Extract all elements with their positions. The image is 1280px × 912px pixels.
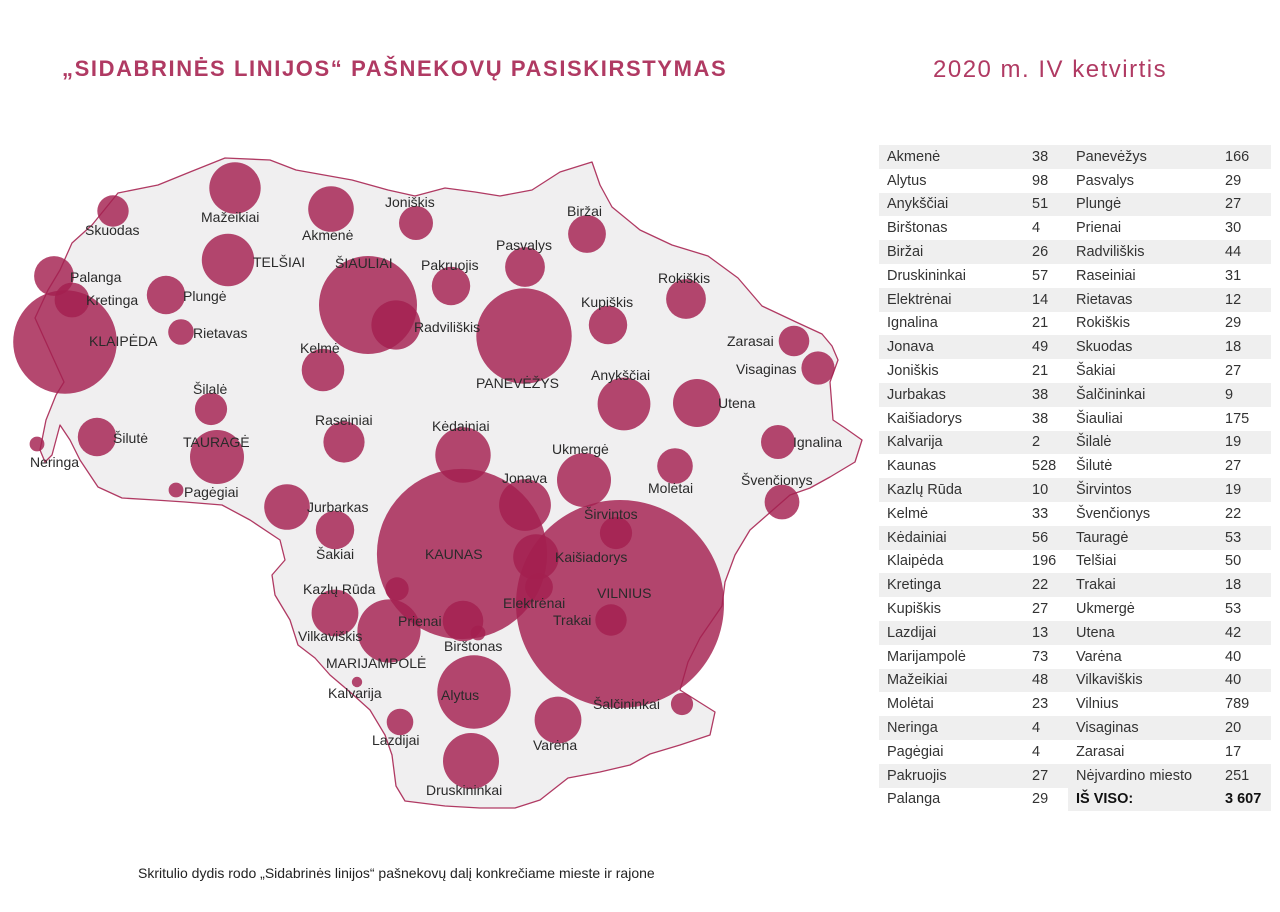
row-value: 175 <box>1217 407 1271 431</box>
table-row <box>1068 645 1271 669</box>
map-label-ukmergė: Ukmergė <box>552 441 609 457</box>
row-name: Alytus <box>879 169 1024 193</box>
row-value: 73 <box>1024 645 1070 669</box>
bubble-anykščiai <box>598 378 651 431</box>
bubble-jonava <box>499 479 551 531</box>
bubble-panevėžys <box>476 288 571 383</box>
map-label-mažeikiai: Mažeikiai <box>201 209 260 225</box>
table-row <box>1068 502 1271 526</box>
map-label-zarasai: Zarasai <box>727 333 774 349</box>
row-name: Raseiniai <box>1068 264 1217 288</box>
map-label-šakiai: Šakiai <box>316 546 355 562</box>
page-title: „SIDABRINĖS LINIJOS“ PAŠNEKOVŲ PASISKIRSTYMAS <box>62 56 728 81</box>
map-label-kupiškis: Kupiškis <box>581 294 634 310</box>
total-label: IŠ VISO: <box>1068 788 1217 812</box>
row-name: Radviliškis <box>1068 240 1217 264</box>
row-name: Birštonas <box>879 216 1024 240</box>
table-row <box>1068 431 1271 455</box>
row-name: Neringa <box>879 716 1024 740</box>
bubble-molėtai <box>657 448 693 484</box>
row-value: 26 <box>1024 240 1070 264</box>
row-value: 29 <box>1217 169 1271 193</box>
row-name: Visaginas <box>1068 716 1217 740</box>
row-value: 40 <box>1217 645 1271 669</box>
map-label-biržai: Biržai <box>567 203 603 219</box>
table-row <box>879 740 1070 764</box>
bubble-rietavas <box>168 319 194 345</box>
map-label-druskininkai: Druskininkai <box>426 782 503 798</box>
bubble-ignalina <box>761 425 795 459</box>
table-row <box>1068 550 1271 574</box>
row-value: 23 <box>1024 692 1070 716</box>
row-name: Trakai <box>1068 573 1217 597</box>
map-label-pasvalys: Pasvalys <box>496 237 553 253</box>
bubble-druskininkai <box>443 733 499 789</box>
map-label-skuodas: Skuodas <box>85 222 140 238</box>
bubble-mažeikiai <box>209 162 260 213</box>
row-value: 98 <box>1024 169 1070 193</box>
map-label-kaišiadorys: Kaišiadorys <box>555 549 628 565</box>
map-label-ignalina: Ignalina <box>793 434 843 450</box>
map-label-trakai: Trakai <box>553 612 592 628</box>
map-label-vilkaviškis: Vilkaviškis <box>298 628 363 644</box>
row-value: 14 <box>1024 288 1070 312</box>
row-name: Vilnius <box>1068 692 1217 716</box>
total-value: 3 607 <box>1217 788 1271 812</box>
map-label-marijampolė: MARIJAMPOLĖ <box>326 655 427 671</box>
map-label-jonava: Jonava <box>502 470 548 486</box>
table-row <box>879 288 1070 312</box>
row-value: 4 <box>1024 740 1070 764</box>
row-name: Mažeikiai <box>879 669 1024 693</box>
map-label-molėtai: Molėtai <box>648 480 694 496</box>
table-row <box>879 526 1070 550</box>
table-row <box>879 502 1070 526</box>
bubble-trakai <box>595 604 626 635</box>
table-row <box>879 407 1070 431</box>
row-name: Rietavas <box>1068 288 1217 312</box>
map-label-kaunas: KAUNAS <box>425 546 483 562</box>
map-label-kretinga: Kretinga <box>86 292 139 308</box>
table-row <box>879 669 1070 693</box>
map-label-kazlų rūda: Kazlų Rūda <box>303 581 376 597</box>
table-row <box>879 193 1070 217</box>
bubble-šakiai <box>316 511 354 549</box>
row-name: Elektrėnai <box>879 288 1024 312</box>
table-row <box>879 550 1070 574</box>
table-row <box>1068 216 1271 240</box>
table-row <box>1068 359 1271 383</box>
row-name: Ukmergė <box>1068 597 1217 621</box>
row-value: 53 <box>1217 597 1271 621</box>
row-name: Šiauliai <box>1068 407 1217 431</box>
map-label-alytus: Alytus <box>441 687 480 703</box>
table-row <box>879 716 1070 740</box>
row-value: 29 <box>1024 788 1070 812</box>
table-row <box>1068 145 1271 169</box>
table-row <box>1068 407 1271 431</box>
map-label-kėdainiai: Kėdainiai <box>432 418 490 434</box>
map-label-klaipėda: KLAIPĖDA <box>89 333 158 349</box>
row-name: Nėjvardino miesto <box>1068 764 1217 788</box>
row-name: Pasvalys <box>1068 169 1217 193</box>
map-label-tauragė: TAURAGĖ <box>183 434 250 450</box>
table-row <box>1068 240 1271 264</box>
row-value: 27 <box>1217 454 1271 478</box>
map-label-visaginas: Visaginas <box>736 361 797 377</box>
bubble-kėdainiai <box>435 427 490 482</box>
row-value: 22 <box>1217 502 1271 526</box>
row-name: Anykščiai <box>879 193 1024 217</box>
row-value: 21 <box>1024 312 1070 336</box>
row-name: Kazlų Rūda <box>879 478 1024 502</box>
row-value: 17 <box>1217 740 1271 764</box>
bubble-neringa <box>30 437 45 452</box>
row-name: Zarasai <box>1068 740 1217 764</box>
table-row <box>1068 716 1271 740</box>
map-label-plungė: Plungė <box>183 288 227 304</box>
bubble-joniškis <box>399 206 433 240</box>
map-label-radviliškis: Radviliškis <box>414 319 481 335</box>
row-value: 57 <box>1024 264 1070 288</box>
row-name: Kretinga <box>879 573 1024 597</box>
map-label-lazdijai: Lazdijai <box>372 732 420 748</box>
map-label-anykščiai: Anykščiai <box>591 367 651 383</box>
bubble-telšiai <box>202 234 254 286</box>
row-value: 27 <box>1024 597 1070 621</box>
bubble-biržai <box>568 215 606 253</box>
map-label-akmenė: Akmenė <box>302 227 354 243</box>
table-row <box>1068 621 1271 645</box>
bubble-akmenė <box>308 186 354 232</box>
table-row <box>1068 454 1271 478</box>
table-row <box>879 240 1070 264</box>
row-name: Plungė <box>1068 193 1217 217</box>
map-label-neringa: Neringa <box>30 454 80 470</box>
row-value: 2 <box>1024 431 1070 455</box>
row-value: 19 <box>1217 478 1271 502</box>
row-value: 22 <box>1024 573 1070 597</box>
row-name: Kaunas <box>879 454 1024 478</box>
table-row <box>1068 526 1271 550</box>
map-label-pagėgiai: Pagėgiai <box>184 484 239 500</box>
table-row <box>1068 383 1271 407</box>
table-row <box>1068 669 1271 693</box>
table-row <box>1068 312 1271 336</box>
row-value: 789 <box>1217 692 1271 716</box>
table-row <box>879 788 1070 812</box>
row-name: Klaipėda <box>879 550 1024 574</box>
map-label-telšiai: TELŠIAI <box>253 254 306 270</box>
counts-table-left <box>879 145 1070 811</box>
row-name: Jonava <box>879 335 1024 359</box>
row-value: 33 <box>1024 502 1070 526</box>
bubble-jurbarkas <box>264 484 310 530</box>
footnote: Skritulio dydis rodo „Sidabrinės linijos“ pašnekovų dalį konkrečiame mieste ir rajone <box>138 865 655 881</box>
bubble-plungė <box>147 276 185 314</box>
bubble-kazlų rūda <box>385 577 408 600</box>
map-label-palanga: Palanga <box>70 269 122 285</box>
row-name: Kelmė <box>879 502 1024 526</box>
table-row <box>879 216 1070 240</box>
row-name: Tauragė <box>1068 526 1217 550</box>
row-value: 38 <box>1024 145 1070 169</box>
row-value: 10 <box>1024 478 1070 502</box>
table-row <box>1068 740 1271 764</box>
row-value: 12 <box>1217 288 1271 312</box>
row-value: 42 <box>1217 621 1271 645</box>
row-name: Jurbakas <box>879 383 1024 407</box>
map-label-rokiškis: Rokiškis <box>658 270 711 286</box>
map-label-prienai: Prienai <box>398 613 442 629</box>
row-name: Panevėžys <box>1068 145 1217 169</box>
row-value: 30 <box>1217 216 1271 240</box>
map-label-elektrėnai: Elektrėnai <box>503 595 566 611</box>
row-value: 53 <box>1217 526 1271 550</box>
row-name: Utena <box>1068 621 1217 645</box>
bubble-ukmergė <box>557 453 611 507</box>
table-row <box>1068 169 1271 193</box>
row-value: 56 <box>1024 526 1070 550</box>
row-name: Palanga <box>879 788 1024 812</box>
row-value: 13 <box>1024 621 1070 645</box>
map-label-šilalė: Šilalė <box>193 381 228 397</box>
row-value: 44 <box>1217 240 1271 264</box>
row-name: Šalčininkai <box>1068 383 1217 407</box>
table-row <box>879 383 1070 407</box>
row-name: Širvintos <box>1068 478 1217 502</box>
table-row <box>1068 335 1271 359</box>
row-value: 19 <box>1217 431 1271 455</box>
table-row <box>1068 478 1271 502</box>
row-value: 38 <box>1024 407 1070 431</box>
map-label-švenčionys: Švenčionys <box>741 472 813 488</box>
table-row <box>879 454 1070 478</box>
row-value: 49 <box>1024 335 1070 359</box>
bubble-šilalė <box>195 393 227 425</box>
bubble-šalčininkai <box>671 693 693 715</box>
table-row <box>879 573 1070 597</box>
table-row <box>879 431 1070 455</box>
row-name: Marijampolė <box>879 645 1024 669</box>
total-row <box>1068 788 1271 812</box>
map-label-širvintos: Širvintos <box>584 506 638 522</box>
bubble-kupiškis <box>589 306 627 344</box>
row-name: Vilkaviškis <box>1068 669 1217 693</box>
row-name: Varėna <box>1068 645 1217 669</box>
row-name: Biržai <box>879 240 1024 264</box>
map-label-vilnius: VILNIUS <box>597 585 652 601</box>
row-name: Kalvarija <box>879 431 1024 455</box>
row-value: 9 <box>1217 383 1271 407</box>
row-name: Ignalina <box>879 312 1024 336</box>
row-name: Druskininkai <box>879 264 1024 288</box>
map-label-šalčininkai: Šalčininkai <box>593 696 660 712</box>
row-name: Švenčionys <box>1068 502 1217 526</box>
bubble-zarasai <box>779 326 810 357</box>
row-value: 50 <box>1217 550 1271 574</box>
table-row <box>1068 764 1271 788</box>
map-label-šilutė: Šilutė <box>113 430 149 446</box>
bubble-visaginas <box>801 351 834 384</box>
table-row <box>879 169 1070 193</box>
table-row <box>879 621 1070 645</box>
row-name: Akmenė <box>879 145 1024 169</box>
row-value: 4 <box>1024 716 1070 740</box>
row-name: Prienai <box>1068 216 1217 240</box>
row-value: 18 <box>1217 335 1271 359</box>
map-label-varėna: Varėna <box>533 737 578 753</box>
table-row <box>879 764 1070 788</box>
table-row <box>879 597 1070 621</box>
table-row <box>1068 573 1271 597</box>
row-name: Šakiai <box>1068 359 1217 383</box>
table-row <box>1068 264 1271 288</box>
table-row <box>1068 288 1271 312</box>
row-name: Molėtai <box>879 692 1024 716</box>
table-row <box>879 335 1070 359</box>
map-label-birštonas: Birštonas <box>444 638 503 654</box>
map-label-rietavas: Rietavas <box>193 325 248 341</box>
row-name: Joniškis <box>879 359 1024 383</box>
map-label-raseiniai: Raseiniai <box>315 412 373 428</box>
row-value: 40 <box>1217 669 1271 693</box>
row-name: Skuodas <box>1068 335 1217 359</box>
bubble-kretinga <box>55 283 90 318</box>
row-name: Pagėgiai <box>879 740 1024 764</box>
table-row <box>879 312 1070 336</box>
map-label-kalvarija: Kalvarija <box>328 685 382 701</box>
row-value: 27 <box>1024 764 1070 788</box>
row-value: 38 <box>1024 383 1070 407</box>
row-name: Telšiai <box>1068 550 1217 574</box>
row-name: Kėdainiai <box>879 526 1024 550</box>
table-row <box>879 478 1070 502</box>
table-row <box>879 145 1070 169</box>
map-label-pakruojis: Pakruojis <box>421 257 479 273</box>
map-label-joniškis: Joniškis <box>385 194 435 210</box>
bubble-marijampolė <box>357 599 420 662</box>
table-row <box>1068 597 1271 621</box>
row-value: 196 <box>1024 550 1070 574</box>
row-value: 51 <box>1024 193 1070 217</box>
row-name: Kupiškis <box>879 597 1024 621</box>
map-label-utena: Utena <box>718 395 756 411</box>
row-value: 27 <box>1217 193 1271 217</box>
bubble-švenčionys <box>765 485 800 520</box>
bubble-kaišiadorys <box>513 534 559 580</box>
table-row <box>879 359 1070 383</box>
row-name: Kaišiadorys <box>879 407 1024 431</box>
map-label-jurbarkas: Jurbarkas <box>307 499 369 515</box>
counts-table-right <box>1068 145 1271 811</box>
row-name: Pakruojis <box>879 764 1024 788</box>
table-row <box>879 645 1070 669</box>
row-value: 20 <box>1217 716 1271 740</box>
bubble-utena <box>673 379 721 427</box>
row-value: 166 <box>1217 145 1271 169</box>
table-row <box>1068 692 1271 716</box>
map-label-šiauliai: ŠIAULIAI <box>335 255 393 271</box>
period-subtitle: 2020 m. IV ketvirtis <box>933 56 1168 83</box>
row-name: Šilutė <box>1068 454 1217 478</box>
row-value: 31 <box>1217 264 1271 288</box>
map-label-panevėžys: PANEVĖŽYS <box>476 375 559 391</box>
row-value: 29 <box>1217 312 1271 336</box>
table-row <box>879 692 1070 716</box>
table-row <box>1068 193 1271 217</box>
table-row <box>879 264 1070 288</box>
row-value: 528 <box>1024 454 1070 478</box>
row-value: 18 <box>1217 573 1271 597</box>
bubble-pasvalys <box>505 247 545 287</box>
row-name: Lazdijai <box>879 621 1024 645</box>
row-value: 251 <box>1217 764 1271 788</box>
row-value: 48 <box>1024 669 1070 693</box>
row-value: 21 <box>1024 359 1070 383</box>
row-name: Šilalė <box>1068 431 1217 455</box>
bubble-šilutė <box>78 418 116 456</box>
row-name: Rokiškis <box>1068 312 1217 336</box>
map-label-kelmė: Kelmė <box>300 340 340 356</box>
row-value: 4 <box>1024 216 1070 240</box>
row-value: 27 <box>1217 359 1271 383</box>
bubble-pagėgiai <box>169 483 184 498</box>
